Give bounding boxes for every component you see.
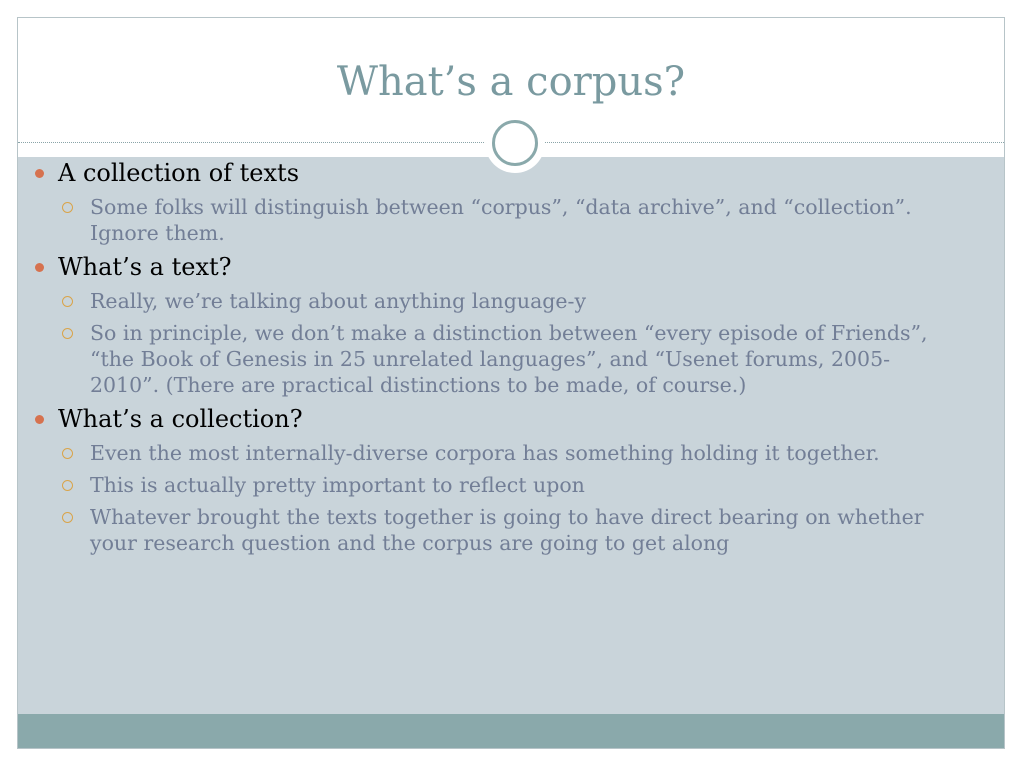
sub-bullet-list — [58, 440, 958, 556]
sub-bullet-item — [58, 320, 958, 398]
footer-band — [18, 714, 1004, 748]
hollow-circle-bullet-icon — [62, 202, 73, 213]
filled-circle-bullet-icon — [35, 415, 44, 424]
sub-bullet-item — [58, 472, 958, 498]
bullet-item — [28, 158, 958, 246]
bullet-text: What’s a text? — [58, 253, 232, 281]
sub-bullet-item — [58, 194, 958, 246]
slide-title: What’s a corpus? — [336, 59, 686, 105]
sub-bullet-list — [58, 288, 958, 398]
hollow-circle-bullet-icon — [62, 296, 73, 307]
sub-bullet-text: Some folks will distinguish between “corpus”, “data archive”, and “collection”. Ignore them. — [90, 195, 912, 245]
sub-bullet-item — [58, 504, 958, 556]
sub-bullet-text: This is actually pretty important to reflect upon — [90, 473, 585, 497]
sub-bullet-item — [58, 440, 958, 466]
bullet-text: A collection of texts — [58, 159, 300, 187]
hollow-circle-bullet-icon — [62, 512, 73, 523]
sub-bullet-text: Really, we’re talking about anything language-y — [90, 289, 587, 313]
sub-bullet-text: Even the most internally-diverse corpora has something holding it together. — [90, 441, 880, 465]
sub-bullet-text: Whatever brought the texts together is going to have direct bearing on whether your research question and the corpus are going to get along — [90, 505, 924, 555]
hollow-circle-bullet-icon — [62, 328, 73, 339]
bullet-item — [28, 252, 958, 398]
bullet-text: What’s a collection? — [58, 405, 303, 433]
sub-bullet-item — [58, 288, 958, 314]
hollow-circle-bullet-icon — [62, 480, 73, 491]
filled-circle-bullet-icon — [35, 169, 44, 178]
bullet-item — [28, 404, 958, 556]
bullet-list — [28, 158, 958, 556]
hollow-circle-bullet-icon — [62, 448, 73, 459]
filled-circle-bullet-icon — [35, 263, 44, 272]
sub-bullet-text: So in principle, we don’t make a distinction between “every episode of Friends”, “the Book of Genesis in 25 unrelated languages”, and “Usenet forums, 2005-2010”. (There are practical distinctions to be made, of course.) — [90, 321, 928, 397]
sub-bullet-list — [58, 194, 958, 246]
